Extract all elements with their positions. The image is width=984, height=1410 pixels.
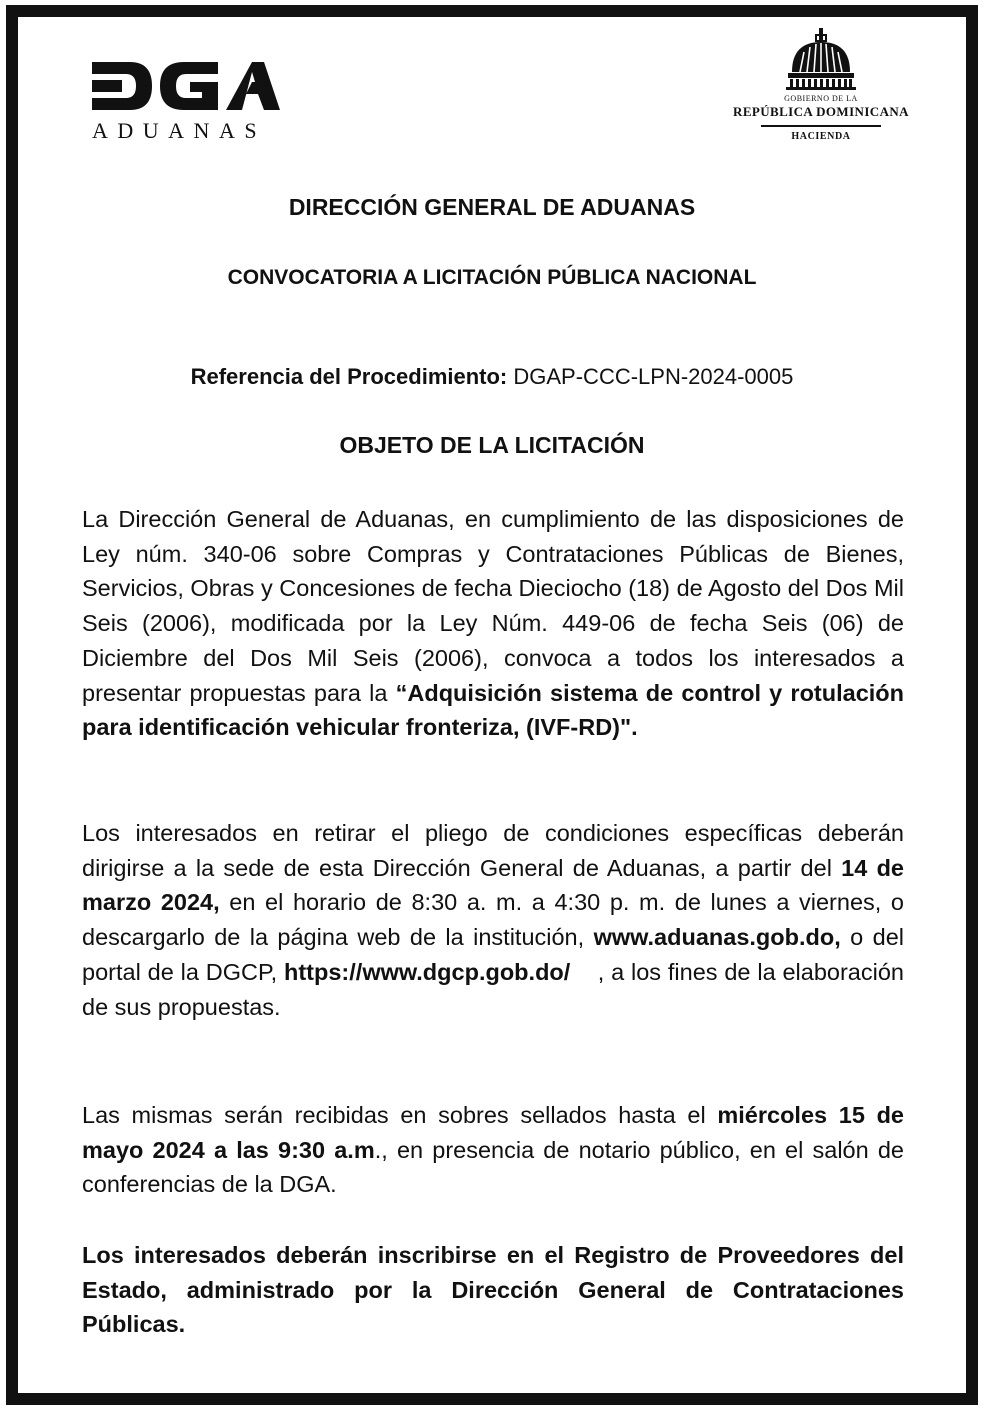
paragraph-recepcion <box>82 1098 904 1202</box>
aduanas-website-link[interactable]: www.aduanas.gob.do, <box>593 924 841 951</box>
paragraph-objeto-text: La Dirección General de Aduanas, en cumplimiento de las disposiciones de Ley núm. 340-06 sobre Compras y Contrataciones Públicas de Bienes, Servicios, Obras y Concesiones de fecha Dieciocho (18) de Agosto del Dos Mil Seis (2006), modificada por la Ley Núm. 449-06 de fecha Seis (06) de Diciembre del Dos Mil Seis (2006), convoca a todos los interesados a presentar propuestas para la <box>82 506 904 706</box>
recepcion-text-1: Las mismas serán recibidas en sobres sellados hasta el <box>82 1102 718 1128</box>
dga-logo-subtitle: ADUANAS <box>92 118 267 143</box>
dome-icon <box>786 28 856 90</box>
start-date: 14 de marzo 2024, <box>82 854 904 916</box>
pliego-text-2: en el horario de 8:30 a. m. a 4:30 p. m. de lunes a viernes, o descargarlo de la página web de la institución, <box>82 889 904 951</box>
procedure-reference <box>0 364 984 390</box>
dgcp-website-link[interactable]: https://www.dgcp.gob.do/ <box>284 958 571 985</box>
paragraph-registro: Los interesados deberán inscribirse en el Registro de Proveedores del Estado, administrado por la Dirección General de Contrataciones Públicas. <box>82 1242 904 1338</box>
gov-logo-line1: GOBIERNO DE LA <box>784 94 858 103</box>
paragraph-pliego <box>82 816 911 1024</box>
objeto-heading: OBJETO DE LA LICITACIÓN <box>339 432 645 458</box>
pliego-text-4: , a los fines de la elaboración de sus propuestas. <box>82 958 911 1020</box>
acquisition-title: “Adquisición sistema de control y rotulación para identificación vehicular fronteriza, (IVF-RD)". <box>82 679 905 741</box>
deadline-date: miércoles 15 de mayo 2024 a las 9:30 a.m <box>82 1102 904 1163</box>
dga-logo-mark <box>92 58 282 118</box>
reference-label: Referencia del Procedimiento: <box>190 364 508 389</box>
page-subtitle: CONVOCATORIA A LICITACIÓN PÚBLICA NACIONAL <box>227 266 757 289</box>
government-logo <box>728 28 914 158</box>
gov-logo-line2: REPÚBLICA DOMINICANA <box>733 104 909 119</box>
gov-logo-line3: HACIENDA <box>791 131 851 142</box>
dga-logo <box>92 58 282 148</box>
pliego-text-1: Los interesados en retirar el pliego de condiciones específicas deberán dirigirse a la sede de esta Dirección General de Aduanas, a partir del <box>82 820 904 881</box>
page-title: DIRECCIÓN GENERAL DE ADUANAS <box>288 194 696 220</box>
pliego-text-3: o del portal de la DGCP, <box>82 924 904 985</box>
paragraph-objeto <box>82 502 904 745</box>
gov-logo-divider <box>761 125 881 127</box>
reference-value: DGAP-CCC-LPN-2024-0005 <box>507 364 794 389</box>
recepcion-text-2: ., en presencia de notario público, en el salón de conferencias de la DGA. <box>82 1136 904 1198</box>
